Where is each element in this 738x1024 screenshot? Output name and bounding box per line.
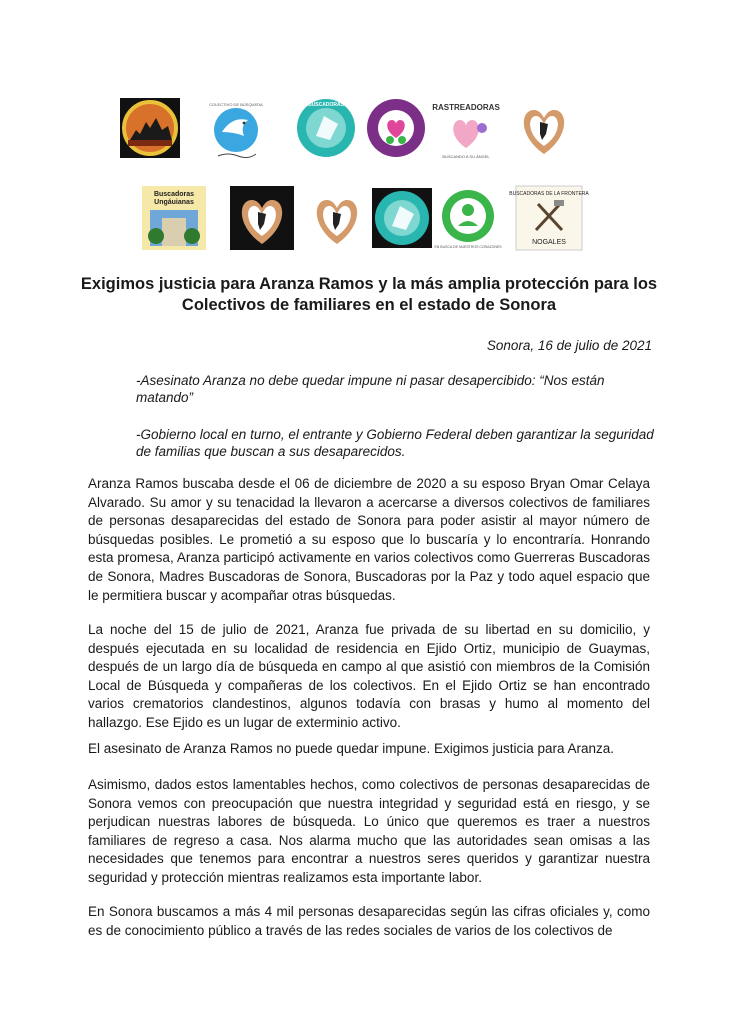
logos-row-1 xyxy=(0,96,738,166)
dove-logo-icon xyxy=(204,96,268,160)
svg-text:BUSCADORAS: BUSCADORAS xyxy=(308,102,344,108)
svg-text:NOGALES: NOGALES xyxy=(532,239,566,246)
svg-text:BUSCADORAS DE LA FRONTERA: BUSCADORAS DE LA FRONTERA xyxy=(509,191,589,197)
svg-text:Buscadoras: Buscadoras xyxy=(153,191,195,198)
svg-text:Ungáuianas: Ungáuianas xyxy=(154,199,194,206)
body-paragraph-4: Asimismo, dados estos lamentables hechos, como colectivos de personas desaparecidas de Sonora vemos con preocupación que nuestra integridad y seguridad está en riesgo, y se perjudican nuestras labores de búsqueda. Lo único que queremos es traer a nuestros familiares de regreso a casa. Nos alarma mucho que las autoridades sean omisas a las necesidades que tenemos para encontrar a nuestros seres queridos y garantizar nuestra seguridad y protección mientras realizamos esta importante labor. xyxy=(88,777,650,885)
madres-buscadoras-2-logo-icon xyxy=(436,186,500,250)
guerreras-buscadoras-navojoa-logo-icon xyxy=(230,186,294,250)
svg-text:EN BUSCA DE NUESTROS CORAZONES: EN BUSCA DE NUESTROS CORAZONES xyxy=(434,245,502,249)
subheading-bullet-1: -Asesinato Aranza no debe quedar impune ni pasar desapercibido: “Nos están matando” xyxy=(136,373,605,405)
body-paragraph-5: En Sonora buscamos a más 4 mil personas desaparecidas según las cifras oficiales y, como es de conocimiento público a través de las redes sociales de varios de los colectivos de xyxy=(88,904,650,938)
svg-text:BUSCANDO A SU ÁNGEL: BUSCANDO A SU ÁNGEL xyxy=(442,154,490,159)
collective-logo-silhouette-icon xyxy=(118,96,182,160)
madres-buscadoras-logo-icon xyxy=(364,96,428,160)
buscadoras-unganas-logo-icon xyxy=(140,186,208,250)
svg-text:RASTREADORAS: RASTREADORAS xyxy=(432,103,500,112)
svg-text:COLECTIVO DE BÚSQUEDA: COLECTIVO DE BÚSQUEDA xyxy=(209,102,263,107)
guerreras-buscadoras-heart-logo-icon xyxy=(512,96,576,160)
body-paragraph-2: La noche del 15 de julio de 2021, Aranza fue privada de su libertad en su domicilio, y después ejecutada en su localidad de residencia en Ejido Ortiz, municipio de Guaymas, después de un largo día de búsqueda en campo al que asistió con miembros de la Comisión Local de Búsqueda y compañeras de los colectivos. En el Ejido Ortiz se han encontrado varios crematorios clandestinos, algunos todavía con brasas y humo al momento del hallazgo. Ese Ejido es un lugar de exterminio activo. xyxy=(88,622,650,730)
buscadoras-por-la-paz-logo-icon xyxy=(294,96,358,160)
dateline: Sonora, 16 de julio de 2021 xyxy=(486,338,652,353)
guerreras-buscadoras-cajeme-logo-icon xyxy=(305,186,369,250)
logos-row-2 xyxy=(0,186,738,256)
buscadoras-frontera-nogales-logo-icon xyxy=(509,186,589,250)
buscadoras-por-la-paz-2-logo-icon xyxy=(370,186,434,250)
document-title: Exigimos justicia para Aranza Ramos y la más amplia protección para los Colectivos de familiares en el estado de Sonora xyxy=(80,275,658,314)
body-paragraph-1: Aranza Ramos buscaba desde el 06 de diciembre de 2020 a su esposo Bryan Omar Celaya Alvarado. Su amor y su tenacidad la llevaron a acercarse a diversos colectivos de familiares de personas desaparecidas del estado de Sonora para poder asistir al mayor número de búsquedas posibles. Le prometió a su esposo que lo buscaría y lo encontraría. Honrando esta promesa, Aranza participó activamente en varios colectivos como Guerreras Buscadoras de Sonora, Madres Buscadoras de Sonora, Buscadoras por la Paz y todo aquel espacio que le permitiera buscar y acompañar otras búsquedas. xyxy=(88,476,650,603)
body-paragraph-3: El asesinato de Aranza Ramos no puede quedar impune. Exigimos justicia para Aranza. xyxy=(88,741,615,756)
subheading-bullet-2: -Gobierno local en turno, el entrante y Gobierno Federal deben garantizar la seguridad de familias que buscan a sus desaparecidos. xyxy=(136,427,654,459)
rastreadoras-logo-icon xyxy=(430,96,502,160)
